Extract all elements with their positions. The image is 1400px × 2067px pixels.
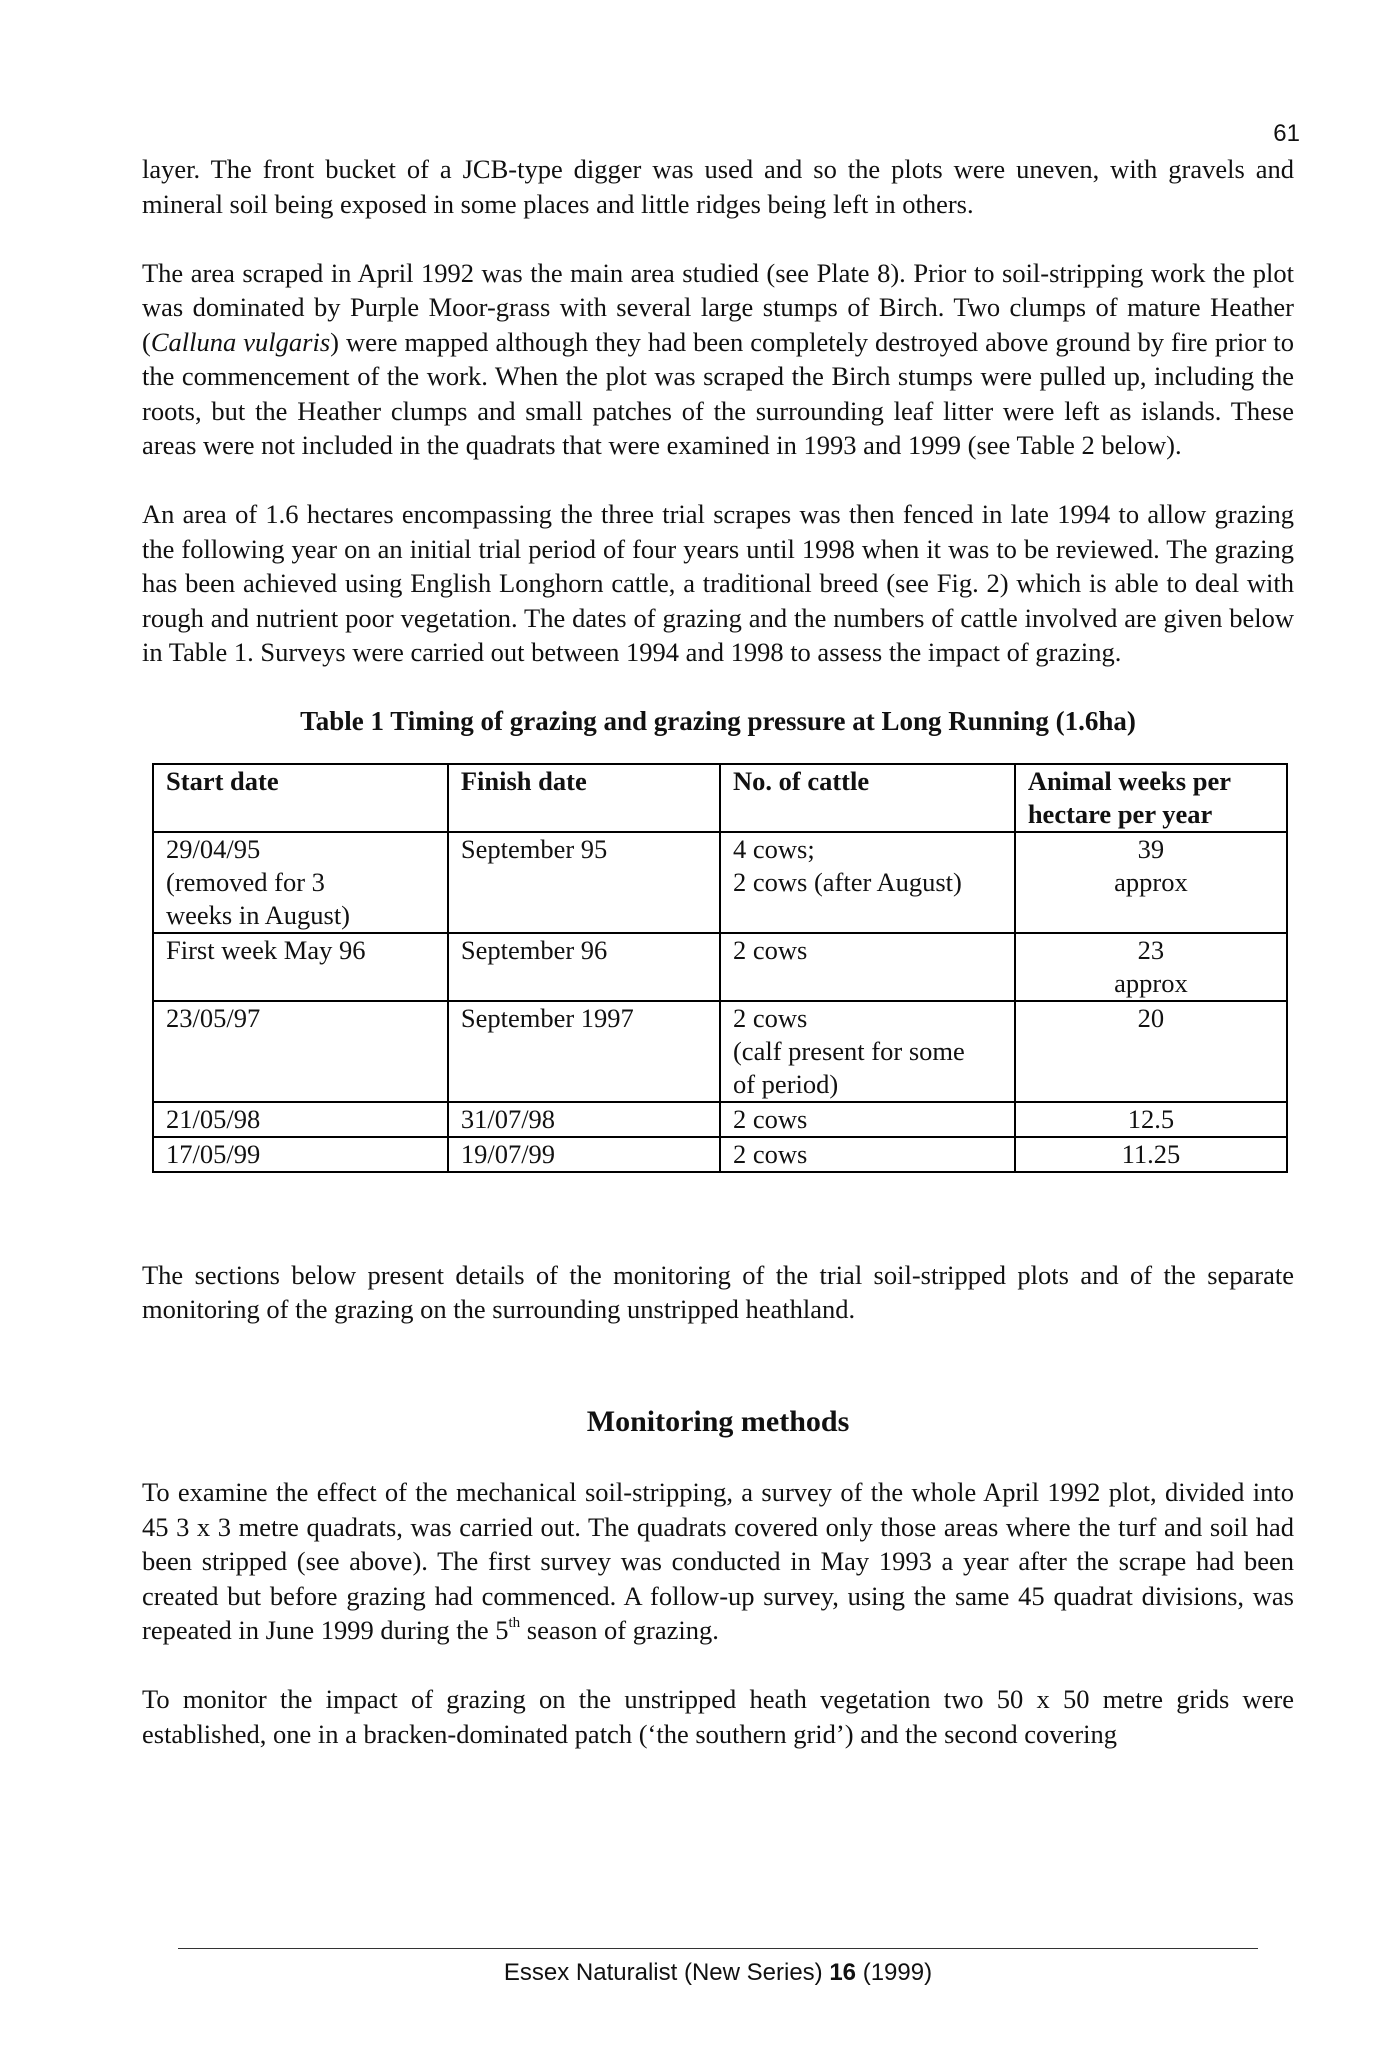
species-name: Calluna vulgaris bbox=[150, 326, 331, 357]
paragraph-6: To monitor the impact of grazing on the unstripped heath vegetation two 50 x 50 metre grids were established, one in a bracken-dominated patch (‘the southern grid’) and the second covering bbox=[142, 1684, 1294, 1749]
paragraph-3: An area of 1.6 hectares encompassing the three trial scrapes was then fenced in late 1994 to allow grazing the following year on an initial trial period of four years until 1998 when it was to be reviewed. The grazing has been achieved using English Longhorn cattle, a traditional breed (see Fig. 2) which is able to deal with rough and nutrient poor vegetation. The dates of grazing and the numbers of cattle involved are given below in Table 1. Surveys were carried out between 1994 and 1998 to assess the impact of grazing. bbox=[142, 499, 1294, 667]
table-caption: Table 1 Timing of grazing and grazing pressure at Long Running (1.6ha) bbox=[300, 706, 1136, 736]
paragraph-5-text-a: To examine the effect of the mechanical soil-stripping, a survey of the whole April 1992 plot, divided into 45 3 x 3 metre quadrats, was carried out. The quadrats covered only those areas where the turf and soil had been stripped (see above). The first survey was conducted in May 1993 a year after the scrape had been created but before grazing had commenced. A follow-up survey, using the same 45 quadrat divisions, was repeated in June 1999 during the 5 bbox=[142, 1477, 1294, 1645]
paragraph-4: The sections below present details of the monitoring of the trial soil-stripped plots and of the separate monitoring of the grazing on the surrounding unstripped heathland. bbox=[142, 1259, 1294, 1324]
cell-start-date: First week May 96 bbox=[153, 933, 448, 1001]
cell-animal-weeks: 12.5 bbox=[1015, 1102, 1287, 1137]
paragraph-2-text-a: The area scraped in April 1992 was the main area studied (see Plate 8). Prior to soil-stripping work the plot was dominated by Purple Moor-grass with several large stumps of Birch. Two clumps of mature Heather ( bbox=[142, 257, 1294, 357]
table-row bbox=[153, 1001, 1287, 1102]
header-animal-weeks: Animal weeks per hectare per year bbox=[1015, 764, 1287, 832]
table-body bbox=[153, 832, 1287, 1172]
header-finish-date: Finish date bbox=[448, 764, 720, 832]
table-row bbox=[153, 933, 1287, 1001]
cell-animal-weeks: 20 bbox=[1015, 1001, 1287, 1102]
cell-no-of-cattle: 2 cows bbox=[720, 1102, 1015, 1137]
footer-year: (1999) bbox=[856, 1959, 933, 1986]
header-no-of-cattle: No. of cattle bbox=[720, 764, 1015, 832]
cell-animal-weeks: 11.25 bbox=[1015, 1137, 1287, 1172]
paragraph-1: layer. The front bucket of a JCB-type digger was used and so the plots were uneven, with gravels and mineral soil being exposed in some places and little ridges being left in others. bbox=[142, 154, 1294, 219]
article-body bbox=[142, 152, 1294, 1786]
paragraph-5 bbox=[142, 1475, 1294, 1648]
superscript: th bbox=[508, 1615, 521, 1631]
table-row bbox=[153, 1137, 1287, 1172]
cell-start-date: 29/04/95 (removed for 3 weeks in August) bbox=[153, 832, 448, 933]
footer-journal: Essex Naturalist (New Series) bbox=[503, 1959, 830, 1986]
section-heading: Monitoring methods bbox=[586, 1404, 850, 1438]
cell-finish-date: September 1997 bbox=[448, 1001, 720, 1102]
table-header-row bbox=[153, 764, 1287, 832]
cell-start-date: 21/05/98 bbox=[153, 1102, 448, 1137]
page-number: 61 bbox=[1273, 120, 1300, 147]
grazing-table bbox=[152, 763, 1288, 1173]
footer-volume: 16 bbox=[829, 1959, 857, 1986]
cell-start-date: 17/05/99 bbox=[153, 1137, 448, 1172]
paragraph-5-text-b: season of grazing. bbox=[520, 1615, 719, 1645]
page-footer bbox=[178, 1948, 1258, 1987]
paragraph-2 bbox=[142, 256, 1294, 463]
cell-no-of-cattle: 2 cows bbox=[720, 1137, 1015, 1172]
paragraph-2-text-b: ) were mapped although they had been completely destroyed above ground by fire prior to the commencement of the work. When the plot was scraped the Birch stumps were pulled up, including the roots, but the Heather clumps and small patches of the surrounding leaf litter were left as islands. These areas were not included in the quadrats that were examined in 1993 and 1999 (see Table 2 below). bbox=[142, 326, 1295, 460]
table-row bbox=[153, 1102, 1287, 1137]
table-row bbox=[153, 832, 1287, 933]
cell-finish-date: September 95 bbox=[448, 832, 720, 933]
cell-finish-date: 31/07/98 bbox=[448, 1102, 720, 1137]
cell-no-of-cattle: 4 cows; 2 cows (after August) bbox=[720, 832, 1015, 933]
cell-finish-date: September 96 bbox=[448, 933, 720, 1001]
cell-animal-weeks: 23 approx bbox=[1015, 933, 1287, 1001]
cell-start-date: 23/05/97 bbox=[153, 1001, 448, 1102]
cell-no-of-cattle: 2 cows (calf present for some of period) bbox=[720, 1001, 1015, 1102]
cell-animal-weeks: 39 approx bbox=[1015, 832, 1287, 933]
cell-finish-date: 19/07/99 bbox=[448, 1137, 720, 1172]
cell-no-of-cattle: 2 cows bbox=[720, 933, 1015, 1001]
header-start-date: Start date bbox=[153, 764, 448, 832]
